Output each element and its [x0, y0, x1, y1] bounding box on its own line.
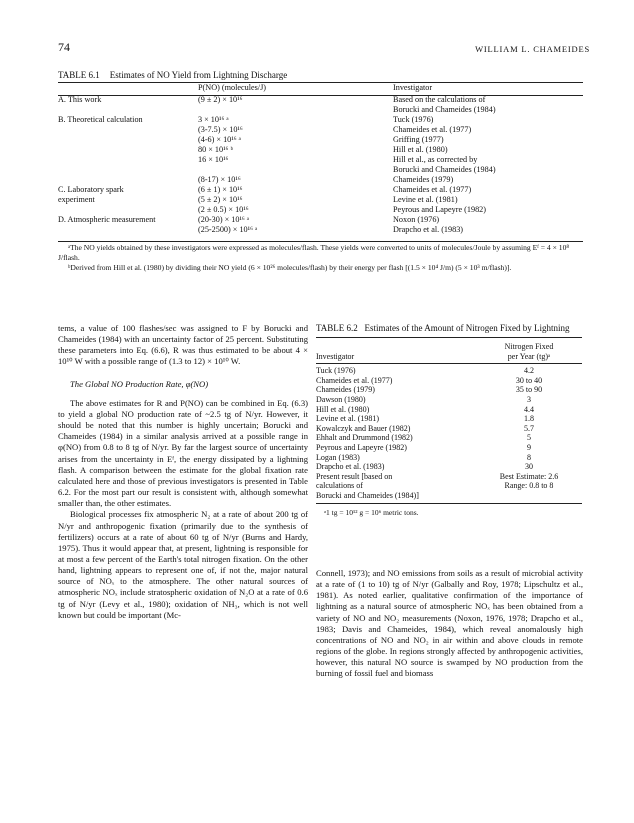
table2-top-rule [316, 337, 582, 338]
table1-cell: 80 × 10¹⁶ ᵇ [198, 145, 233, 154]
table1-cell: Chameides et al. (1977) [393, 185, 472, 194]
table1-title: Estimates of NO Yield from Lightning Discharge [109, 70, 288, 80]
table1-footnote-a: ᵃThe NO yields obtained by these investigators were expressed as molecules/flash. These yields were converted to units of molecules/Joule by assuming Eᶠ = 4 × 10⁸ J/flash. [58, 243, 570, 262]
table1-bottom-rule [58, 241, 583, 242]
table1-cell: Borucki and Chameides (1984) [393, 165, 496, 174]
table2-cell: Present result [based on [316, 471, 393, 481]
table2-row [316, 443, 582, 453]
table1-cell: experiment [58, 195, 95, 204]
table1-col-header [58, 83, 198, 95]
table1-cell [198, 165, 393, 175]
table2 [316, 342, 582, 504]
table2-header-row [316, 342, 582, 352]
table2-title: Estimates of the Amount of Nitrogen Fixed by Lightning [364, 323, 570, 333]
table1-cell: Noxon (1976) [393, 215, 440, 224]
table2-row [316, 453, 582, 463]
table1-cell: (25-2500) × 10¹⁶ ᵃ [198, 225, 258, 234]
table1-row [58, 95, 583, 105]
table1-row [58, 145, 583, 155]
table1-row [58, 135, 583, 145]
table2-col-header: Nitrogen Fixed [504, 342, 554, 351]
table1-caption [58, 70, 287, 80]
table1-col-header: P(NO) (molecules/J) [198, 83, 266, 92]
table2-cell: Chameides et al. (1977) [316, 375, 393, 385]
table1-footnote-b: ᵇDerived from Hill et al. (1980) by dividing their NO yield (6 × 10²⁶ molecules/flash) by their energy per flash [(1.5 × 10⁴ J/m) (5 × 10³ m/flash)]. [68, 263, 512, 272]
table1-cell: Hill et al. (1980) [393, 145, 448, 154]
table1-label: TABLE 6.1 [58, 70, 100, 80]
table2-cell: 4.4 [524, 404, 534, 414]
table1-cell: (5 ± 2) × 10¹⁶ [198, 195, 243, 204]
table2-row [316, 433, 582, 443]
table1-row [58, 225, 583, 235]
table1-row [58, 105, 583, 115]
table1-cell [198, 105, 393, 115]
table2-cell: 3 [527, 394, 531, 404]
table1-row [58, 205, 583, 215]
table2-cell: 9 [527, 442, 531, 452]
table2-row [316, 385, 582, 395]
table2-footnote: ᵃ1 tg = 10¹² g = 10⁶ metric tons. [324, 507, 419, 517]
table1-cell [58, 125, 198, 135]
table2-cell: Logan (1983) [316, 452, 360, 462]
table1-cell: D. Atmospheric measurement [58, 215, 156, 224]
table2-cell [476, 491, 582, 501]
table1-row [58, 155, 583, 165]
table1-cell: (8-17) × 10¹⁶ [198, 175, 241, 184]
table2-col-header: per Year (tg)ᵃ [507, 351, 551, 361]
table1-cell [58, 225, 198, 235]
table2-cell: 35 to 90 [515, 385, 543, 395]
table2-cell: 30 to 40 [515, 375, 543, 385]
table2-cell: Drapcho et al. (1983) [316, 462, 385, 472]
table1-cell [58, 135, 198, 145]
table1-cell [58, 165, 198, 175]
table1-cell: Based on the calculations of [393, 95, 486, 104]
table1-row [58, 195, 583, 205]
table1-cell [58, 175, 198, 185]
table2-row [316, 424, 582, 434]
table1-row [58, 165, 583, 175]
table1-row [58, 215, 583, 225]
table2-cell: Kowalczyk and Bauer (1982) [316, 423, 411, 433]
table1-footnotes [58, 243, 583, 273]
table1-cell: Peyrous and Lapeyre (1982) [393, 205, 486, 214]
table2-cell: Borucki and Chameides (1984)] [316, 490, 419, 500]
page-number: 74 [58, 40, 70, 54]
paragraph: Connell, 1973); and NO emissions from soils as a result of microbial activity at a rate of (1 to 10) tg of N/yr (Galbally and Roy, 1978; Lipschultz et al., 1981). As noted earlier, qualitative confirmation of the importance of lightning as a natural source of atmospheric NOₓ has been obtained from a variety of NO and NO₂ measurements (Noxon, 1976, 1978; Drapcho et al., 1983; Davis and Chameides, 1984), which reveal anomalously high concentrations of NO and NO₂ in air within and above clouds in remote regions of the globe. In regions strongly affected by anthropogenic activities, however, this natural NO source is swamped by NO production from the burning of fossil fuel and biomass [316, 568, 583, 679]
table1-cell: (9 ± 2) × 10¹⁶ [198, 95, 243, 104]
table2-cell: 5 [527, 433, 531, 443]
table1-cell: (6 ± 1) × 10¹⁶ [198, 185, 243, 194]
table1-cell [58, 205, 198, 215]
table2-body [316, 366, 582, 500]
table2-row [316, 472, 582, 482]
table1-cell: (4-6) × 10¹⁶ ᵃ [198, 135, 241, 144]
right-column [316, 568, 583, 680]
table1-cell: Borucki and Chameides (1984) [393, 105, 496, 114]
table1-cell: Griffing (1977) [393, 135, 444, 144]
table1-body [58, 95, 583, 235]
table2-block [316, 323, 582, 517]
table2-row [316, 491, 582, 501]
table1-cell: 16 × 10¹⁶ [198, 155, 229, 164]
table2-cell: Ehhalt and Drummond (1982) [316, 433, 413, 443]
table1-cell [58, 145, 198, 155]
table1-header-row [58, 83, 583, 95]
paragraph: The above estimates for R and P(NO) can be combined in Eq. (6.3) to yield a global NO production rate of ~2.5 tg of N/yr. However, it should be noted that this number is highly uncertain; Borucki and Chameides (1984) in a similar analysis arrived at a possible range in φ(NO) from 0.8 to 8 tg of N/yr. By far the largest source of uncertainty arises from the uncertainty in Eᶠ, the energy dissipated by a lightning flash. A comparison between the estimate for the global fixation rate calculated here and those of previous investigators is presented in Table 6.2. For the most part our result is consistent with, although somewhat smaller than, the other estimates. [58, 397, 308, 509]
table1-cell: C. Laboratory spark [58, 185, 124, 194]
table2-header-row [316, 352, 582, 362]
table2-cell: 4.2 [524, 366, 534, 376]
table2-row [316, 414, 582, 424]
table1-cell: (3-7.5) × 10¹⁶ [198, 125, 243, 134]
table2-cell: Peyrous and Lapeyre (1982) [316, 442, 407, 452]
table1-cell: Chameides (1979) [393, 175, 454, 184]
section-heading: The Global NO Production Rate, φ(NO) [70, 378, 209, 389]
table1-col-header: Investigator [393, 83, 433, 92]
running-head: WILLIAM L. CHAMEIDES [475, 44, 590, 54]
table2-row [316, 481, 582, 491]
table2-row [316, 405, 582, 415]
table1-row [58, 185, 583, 195]
table2-row [316, 395, 582, 405]
table2-header-rule [316, 363, 582, 364]
table2-cell: Hill et al. (1980) [316, 404, 370, 414]
table2-cell: calculations of [316, 481, 363, 491]
table1-cell [58, 155, 198, 165]
table2-cell: Best Estimate: 2.6 [499, 471, 559, 481]
table1-row [58, 125, 583, 135]
table2-cell: 8 [527, 452, 531, 462]
table2-caption [316, 323, 582, 334]
table1-cell: (2 ± 0.5) × 10¹⁶ [198, 205, 249, 214]
table1-cell: Tuck (1976) [393, 115, 434, 124]
table2-cell: Tuck (1976) [316, 366, 356, 376]
left-column [58, 323, 308, 621]
table2-row [316, 376, 582, 386]
table2-cell: Levine et al. (1981) [316, 414, 380, 424]
table1-cell [58, 105, 198, 115]
table1-cell: Hill et al., as corrected by [393, 155, 478, 164]
table2-cell: 1.8 [524, 414, 534, 424]
table2-col-header: Investigator [316, 351, 355, 361]
table1-cell: (20-30) × 10¹⁶ ᵃ [198, 215, 250, 224]
table2-cell: 30 [525, 462, 533, 472]
table1-cell: Chameides et al. (1977) [393, 125, 472, 134]
paragraph: Biological processes fix atmospheric N₂ at a rate of about 200 tg of N/yr and anthropogenic fixation (primarily due to the synthesis of fertilizers) occurs at a rate of about 60 tg of N/yr (Burns and Hardy, 1975). Thus it would appear that, at present, lightning is responsible for at most a few percent of the Earth's total nitrogen fixation. On the other hand, lightning appears to represent one of, if not the, major natural source of NOₓ to the atmosphere. The other natural sources of atmospheric NOₓ include stratospheric oxidation of N₂O at a rate of 0.6 tg of N/yr (Levy et al., 1980); oxidation of NH₃, which is not well known but could be important (Mc- [58, 509, 308, 620]
table1-row [58, 115, 583, 125]
table1-cell: Drapcho et al. (1983) [393, 225, 464, 234]
table2-label: TABLE 6.2 [316, 323, 358, 333]
table2-row [316, 462, 582, 472]
table1-cell: B. Theoretical calculation [58, 115, 143, 124]
table2-cell: 5.7 [524, 423, 534, 433]
table2-cell: Dawson (1980) [316, 394, 366, 404]
table2-bottom-rule [316, 503, 582, 504]
table1-cell: 3 × 10¹⁶ ᵃ [198, 115, 229, 124]
table1-row [58, 175, 583, 185]
table1 [58, 83, 583, 235]
table2-cell: Chameides (1979) [316, 385, 375, 395]
table2-row [316, 366, 582, 376]
table1-cell: Levine et al. (1981) [393, 195, 458, 204]
paragraph: tems, a value of 100 flashes/sec was assigned to F by Borucki and Chameides (1984) with an uncertainty factor of 25 percent. Substituting these parameters into Eq. (6.6), R was thus estimated to be about 4 × 10¹⁰ W with a possible range of (1.3 to 12) × 10¹⁰ W. [58, 323, 308, 367]
table1-cell: A. This work [58, 95, 102, 104]
table2-cell: Range: 0.8 to 8 [504, 481, 554, 491]
